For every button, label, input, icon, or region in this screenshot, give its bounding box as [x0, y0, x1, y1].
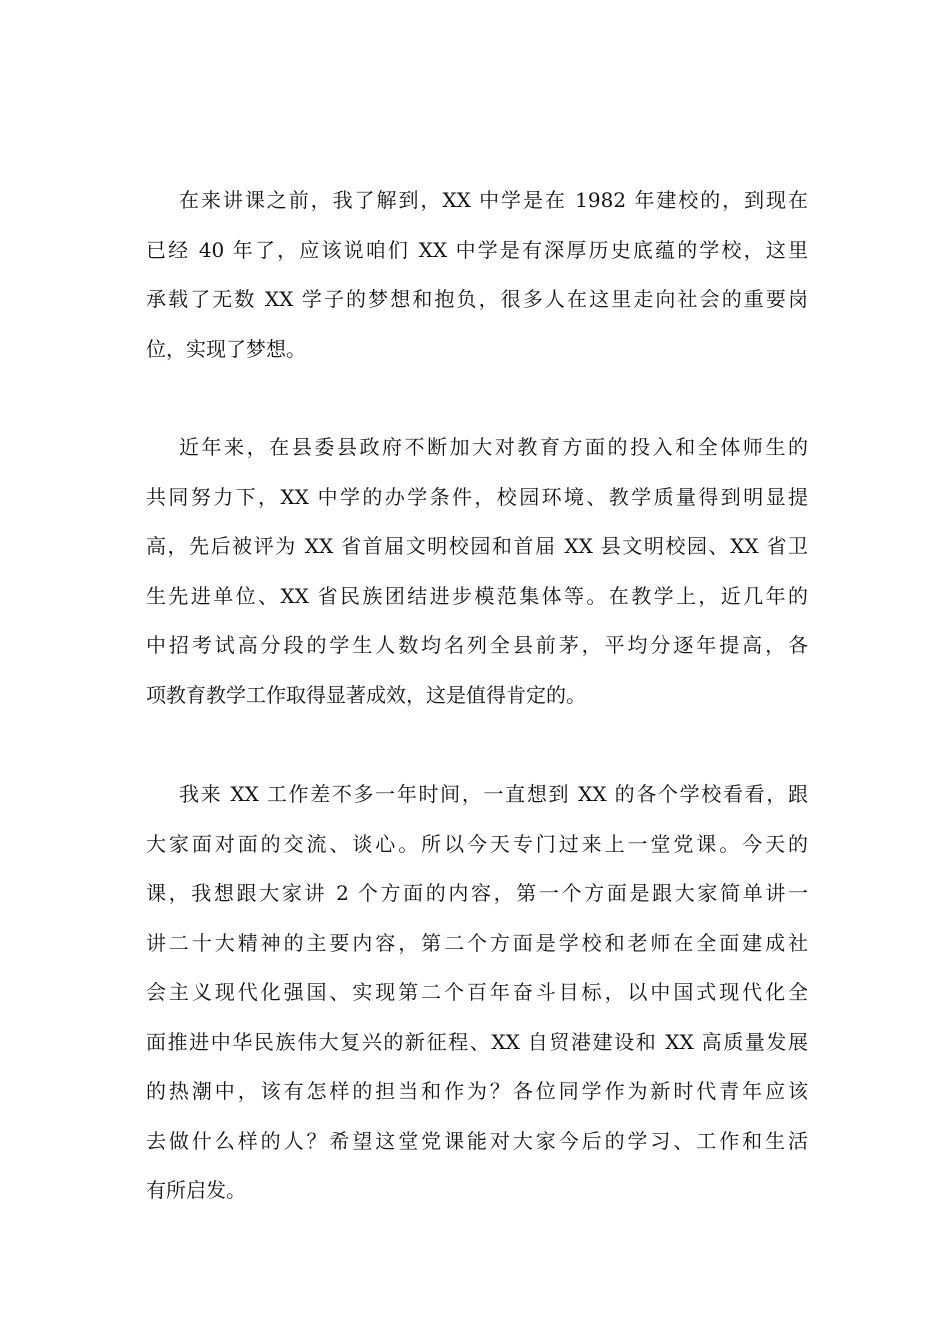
- text-line: 去做什么样的人？希望这堂党课能对大家今后的学习、工作和生活: [146, 1128, 808, 1153]
- text-line: 已经 40 年了，应该说咱们 XX 中学是有深厚历史底蕴的学校，这里: [146, 237, 808, 262]
- text-line: 有所启发。: [146, 1178, 246, 1202]
- text-line: 近年来，在县委县政府不断加大对教育方面的投入和全体师生的: [179, 435, 808, 459]
- text-line: 项教育教学工作取得显著成效，这是值得肯定的。: [146, 682, 586, 707]
- text-line: 大家面对面的交流、谈心。所以今天专门过来上一堂党课。今天的: [146, 831, 808, 856]
- text-line: 会主义现代化强国、实现第二个百年奋斗目标，以中国式现代化全: [146, 980, 808, 1004]
- paragraph-lecture-purpose: [146, 770, 808, 1216]
- text-line: 高，先后被评为 XX 省首届文明校园和首届 XX 县文明校园、XX 省卫: [146, 534, 808, 558]
- text-line: 的热潮中，该有怎样的担当和作为？各位同学作为新时代青年应该: [146, 1079, 808, 1103]
- text-line: 共同努力下，XX 中学的办学条件，校园环境、教学质量得到明显提: [146, 484, 808, 509]
- text-line: 课，我想跟大家讲 2 个方面的内容，第一个方面是跟大家简单讲一: [146, 881, 808, 905]
- text-line: 在来讲课之前，我了解到，XX 中学是在 1982 年建校的，到现在: [179, 188, 808, 212]
- text-line: 讲二十大精神的主要内容，第二个方面是学校和老师在全面建成社: [146, 930, 808, 955]
- paragraph-school-achievements: [146, 423, 808, 720]
- text-line: 面推进中华民族伟大复兴的新征程、XX 自贸港建设和 XX 高质量发展: [146, 1029, 808, 1054]
- text-line: 生先进单位、XX 省民族团结进步模范集体等。在教学上，近几年的: [146, 583, 808, 608]
- text-line: 中招考试高分段的学生人数均名列全县前茅，平均分逐年提高，各: [146, 633, 808, 657]
- text-line: 我来 XX 工作差不多一年时间，一直想到 XX 的各个学校看看，跟: [179, 782, 808, 806]
- text-line: 承载了无数 XX 学子的梦想和抱负，很多人在这里走向社会的重要岗: [146, 287, 808, 311]
- text-line: 位，实现了梦想。: [146, 336, 306, 361]
- paragraph-school-history: [146, 176, 808, 374]
